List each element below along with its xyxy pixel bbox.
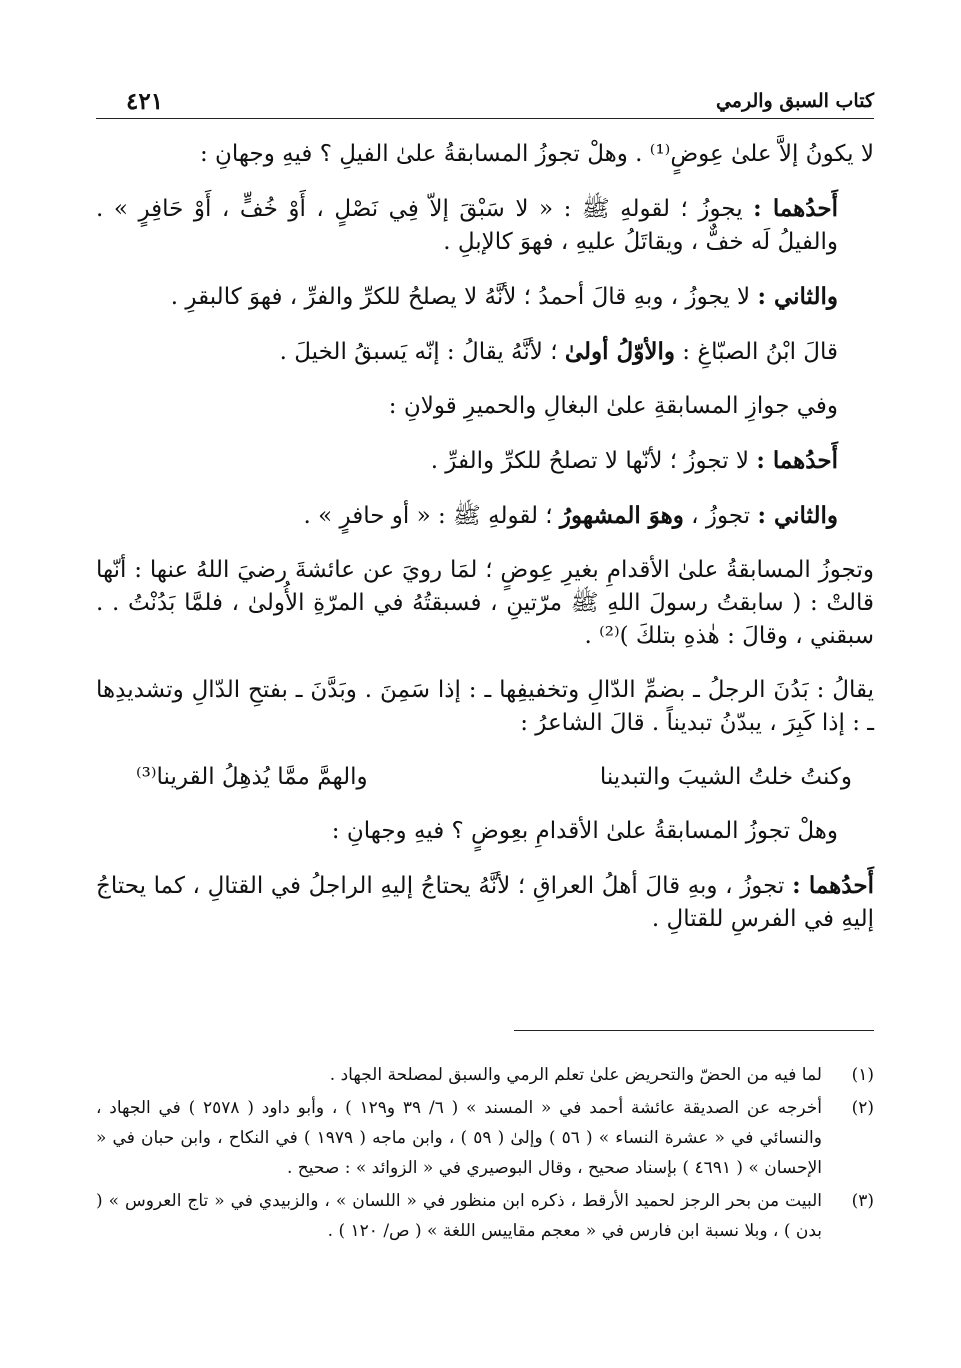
- bold-label: أَحدُهما :: [756, 447, 838, 474]
- footnote-text: لما فيه من الحضّ والتحريض علىٰ تعلم الرمي والسبق لمصلحة الجهاد .: [329, 1065, 822, 1085]
- bold-label: أَحدُهما :: [792, 872, 874, 899]
- paragraph: [96, 280, 874, 314]
- paragraph-text: ؛ لأنَّهُ يقالُ : إنّه يَسبقُ الخيلَ .: [279, 339, 558, 365]
- paragraph: وفي جوازِ المسابقةِ علىٰ البغالِ والحميرِ قولانِ :: [388, 393, 838, 419]
- paragraph-text: لا يجوزُ ، وبهِ قالَ أحمدُ ؛ لأنَّهُ لا يصلحُ للكرِّ والفرِّ ، فهوَ كالبقرِ .: [170, 284, 751, 310]
- bold-label: أَحدُهما :: [753, 195, 838, 222]
- paragraph: وهلْ تجوزُ المسابقةُ علىٰ الأقدامِ بعِوضٍ ؟ فيهِ وجهانِ :: [331, 818, 838, 844]
- paragraph-text: ؛ لقولهِ ﷺ : « أو حافرٍ » .: [303, 503, 553, 529]
- paragraph-text: لا تجوزُ ؛ لأنّها لا تصلحُ للكرِّ والفرِّ .: [430, 448, 750, 474]
- paragraph: [96, 335, 874, 369]
- footnote-text: البيت من بحر الرجز لحميد الأرقط ، ذكره ابن منظور في « اللسان » ، والزبيدي في « تاج العروس » ( بدن ) ، وبلا نسبة ابن فارس في « معجم مقاييس اللغة » ( ص/ ١٢٠ ) .: [96, 1191, 822, 1241]
- main-text: [96, 138, 874, 957]
- footnote: [96, 1186, 874, 1246]
- bold-label: والثاني :: [757, 283, 838, 310]
- paragraph: لا يكونُ إلاَّ علىٰ عِوضٍ⁽¹⁾ . وهلْ تجوزُ المسابقةُ علىٰ الفيلِ ؟ فيهِ وجهانِ :: [199, 141, 874, 167]
- footnote: [96, 1093, 874, 1183]
- running-title: كتاب السبق والرمي: [715, 90, 874, 112]
- paragraph: [96, 192, 874, 259]
- bold-label: والثاني :: [757, 502, 838, 529]
- paragraph: يقالُ : بَدُنَ الرجلُ ـ بضمِّ الدّالِ وتخفيفِها ـ : إذا سَمِنَ . وبَدَّنَ ـ بفتحِ الدّالِ وتشديدِها ـ : إذا كَبِرَ ، يبدّنُ تبديناً . قالَ الشاعرُ :: [96, 677, 874, 736]
- paragraph-text: يجوزُ ؛ لقولهِ ﷺ : « لا سَبْقَ إلاّ فِي نَصْلٍ ، أَوْ خُفٍّ ، أَوْ حَافِرٍ » . والفيلُ لَه خفٌّ ، ويقاتَلُ عليهِ ، فهوَ كالإبلِ .: [96, 196, 838, 255]
- footnote-text: أخرجه عن الصديقة عائشة أحمد في « المسند » ( ٦/ ٣٩ و١٢٩ ) ، وأبو داود ( ٢٥٧٨ ) في الجهاد ، والنسائي في « عشرة النساء » ( ٥٦ ) وإلىٰ ( ٥٩ ) ، وابن ماجه ( ١٩٧٩ ) في النكاح ، وابن حبان في « الإحسان » ( ٤٦٩١ ) بإسناد صحيح ، وقال البوصيري في « الزوائد » : صحيح .: [96, 1098, 822, 1178]
- paragraph-text: تجوزُ ،: [691, 503, 751, 529]
- footnote: [96, 1060, 874, 1090]
- page-number: ٤٢١: [126, 87, 164, 115]
- verse-hemistich: والهمَّ ممَّا يُذهِلُ القرينا⁽³⁾: [136, 764, 368, 790]
- footnote-number: (٢): [851, 1098, 874, 1118]
- paragraph: [96, 499, 874, 533]
- footnote-separator: [514, 1030, 874, 1031]
- paragraph: [96, 444, 874, 478]
- page-header: [96, 84, 874, 119]
- bold-label: وهوَ المشهورُ: [559, 502, 684, 529]
- paragraph: [96, 869, 874, 936]
- paragraph: وتجوزُ المسابقةُ علىٰ الأقدامِ بغيرِ عِوضٍ ؛ لمَا رويَ عن عائشةَ رضيَ اللهُ عنها : أنّها قالتْ : ( سابقتُ رسولَ اللهِ ﷺ مرّتينِ ، فسبقتُهُ في المرّةِ الأُولىٰ ، فلمَّا بَدُنْتُ . . سبقني ، وقالَ : هٰذهِ بتلكَ )⁽²⁾ .: [96, 557, 874, 649]
- verse-hemistich: وكنتُ خلتُ الشيبَ والتبدينا: [599, 764, 852, 790]
- footnote-number: (١): [851, 1065, 874, 1085]
- poetry-verse: [96, 761, 874, 794]
- footnote-number: (٣): [851, 1191, 874, 1211]
- paragraph-text: تجوزُ ، وبهِ قالَ أهلُ العراقِ ؛ لأنَّهُ يحتاجُ إليهِ الراجلُ في القتالِ ، كما يحتاجُ إليهِ في الفرسِ للقتالِ .: [96, 873, 874, 932]
- paragraph-text: قالَ ابْنُ الصبّاغِ :: [682, 339, 838, 365]
- bold-label: والأوّلُ أولىٰ: [564, 338, 675, 365]
- footnotes: [96, 1060, 874, 1249]
